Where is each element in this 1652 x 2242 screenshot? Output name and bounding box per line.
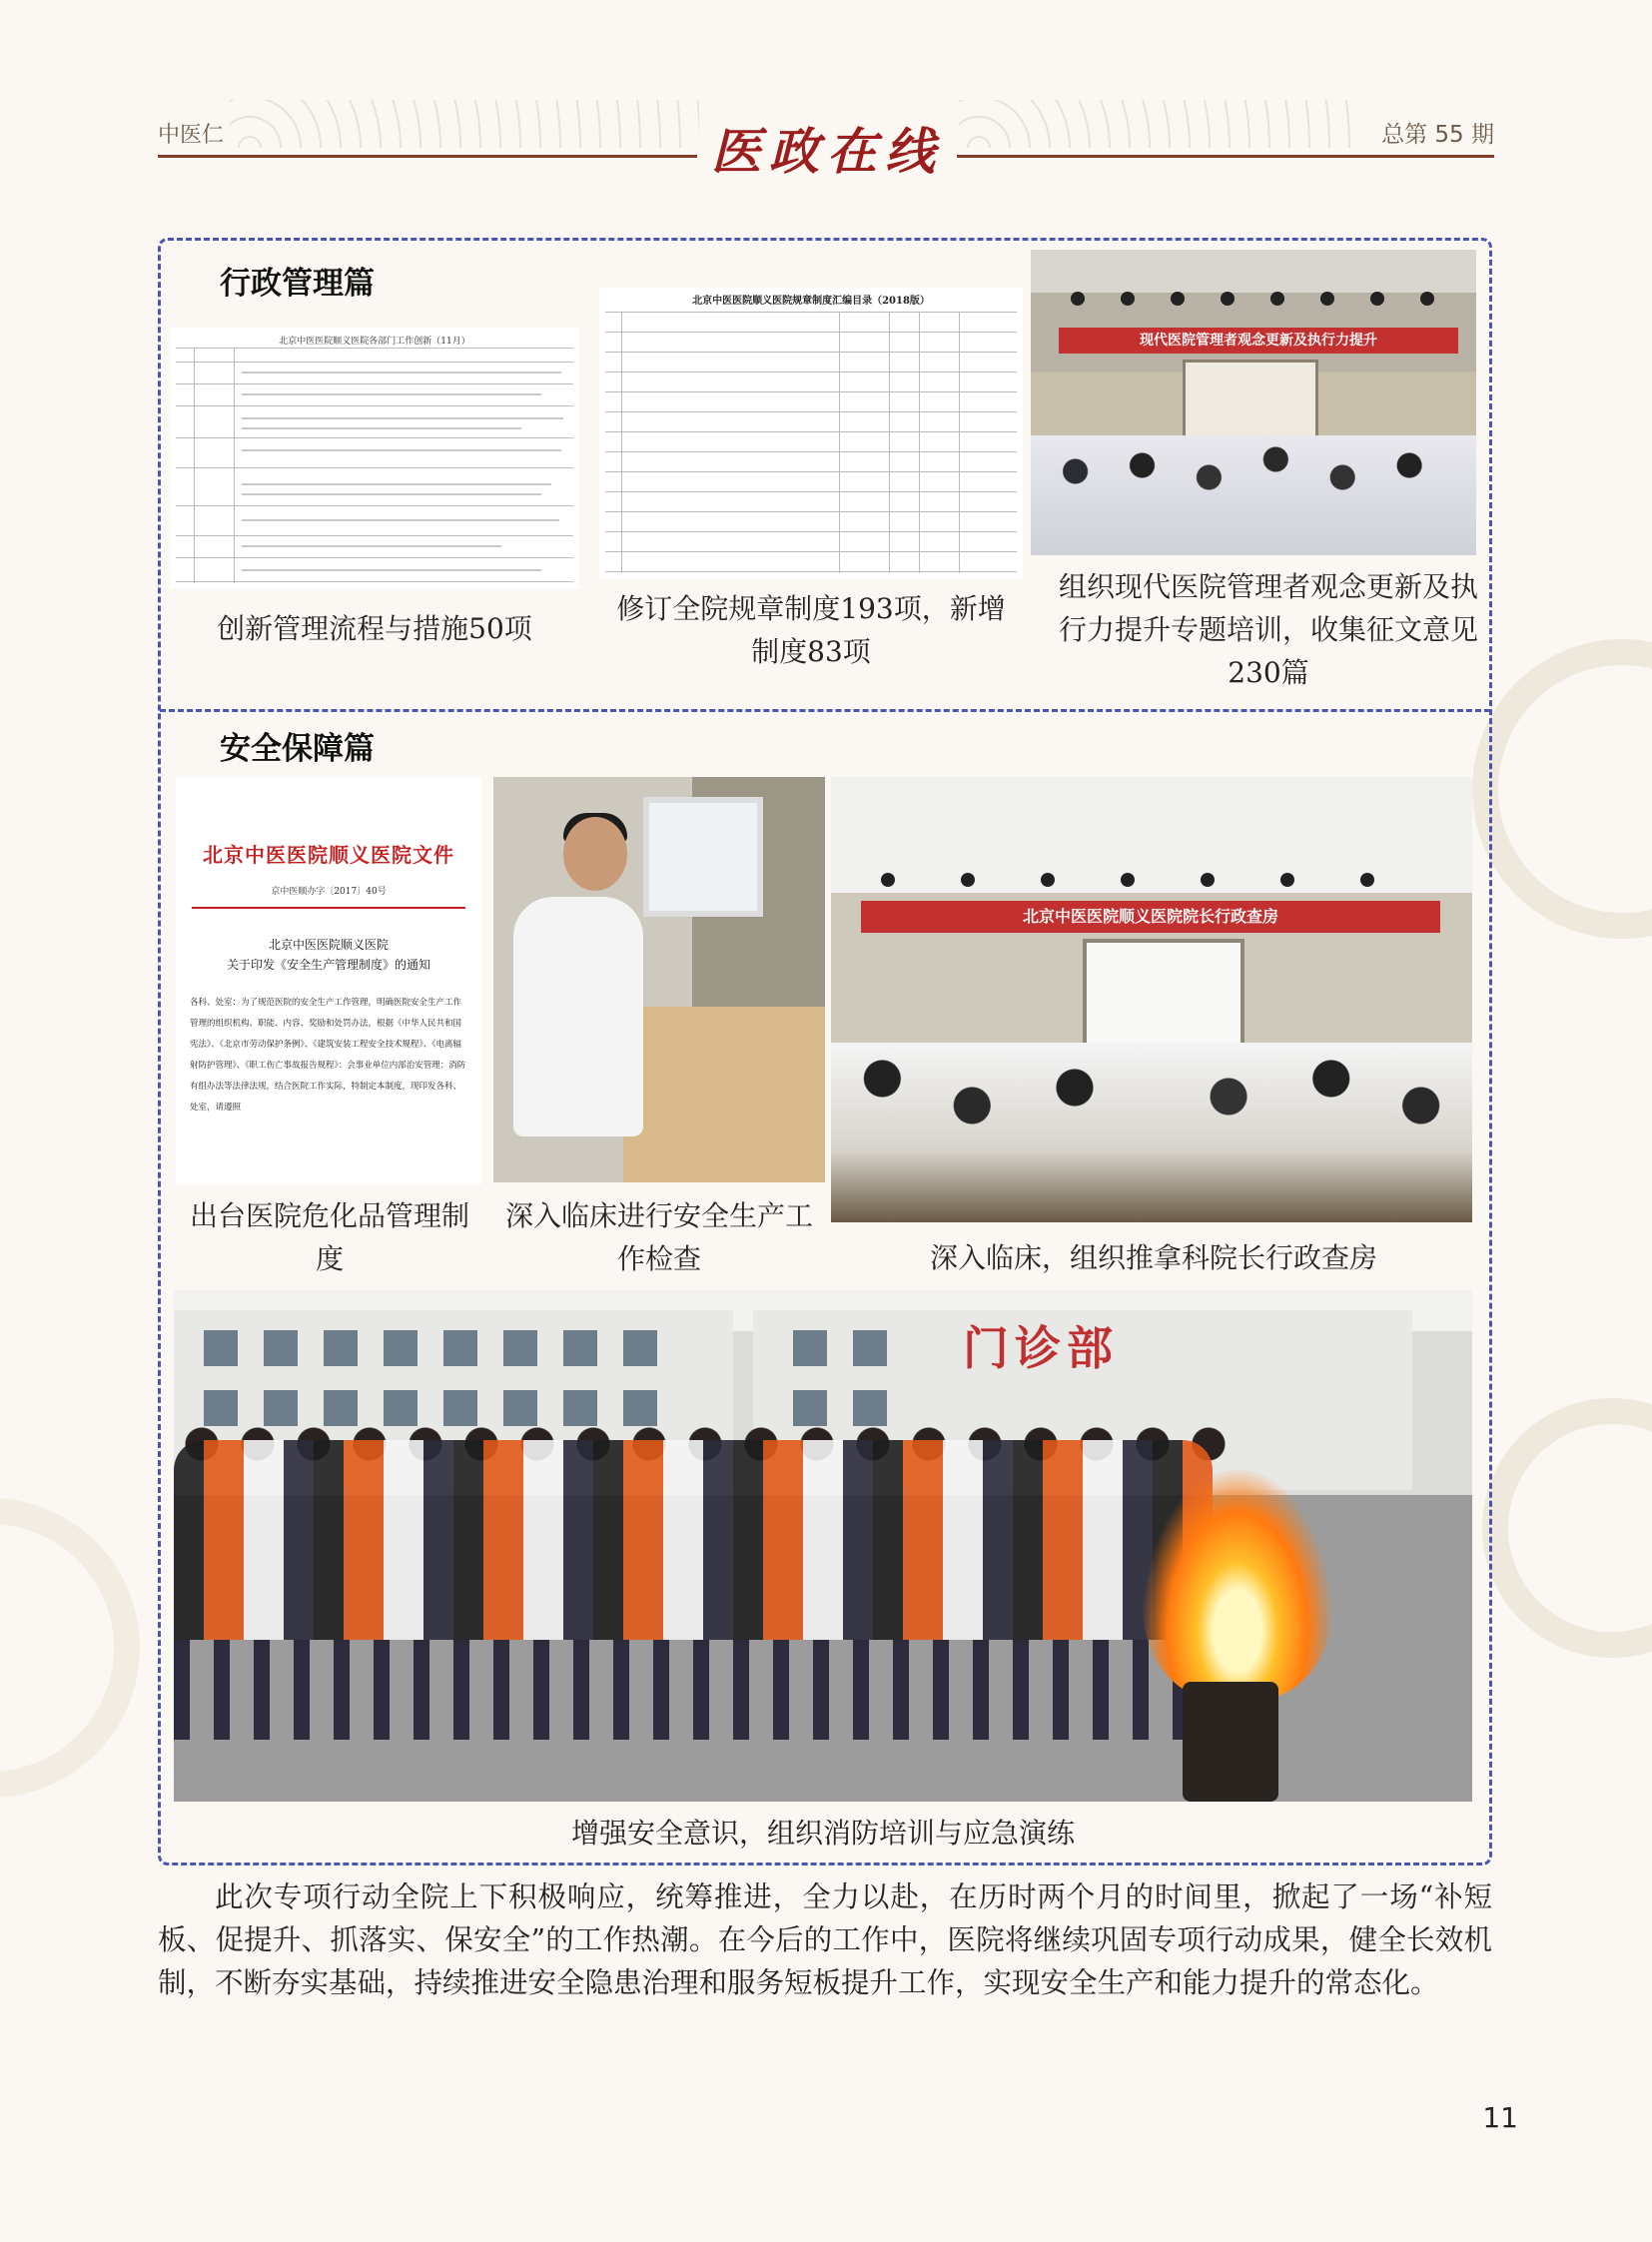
outpatient-sign: 门诊部 — [963, 1321, 1119, 1375]
decorative-swirl — [1472, 639, 1652, 939]
doc-title: 北京中医医院顺义医院规章制度汇编目录（2018版） — [692, 296, 930, 307]
photo-regulation-catalog — [599, 288, 1023, 579]
doc-title: 北京中医医院顺义医院各部门工作创新（11月） — [279, 337, 470, 347]
document-number: 京中医顺办字〔2017〕40号 — [271, 887, 387, 897]
caption-fire-drill: 增强安全意识，组织消防培训与应急演练 — [570, 1817, 1075, 1850]
section-title-admin: 行政管理篇 — [220, 266, 375, 302]
header-pattern — [230, 100, 699, 148]
section-title-safety: 安全保障篇 — [220, 731, 375, 767]
photo-clinical-inspection — [493, 777, 825, 1182]
decorative-swirl — [0, 1498, 140, 1798]
header-magazine-name: 中医仁 — [158, 123, 225, 148]
fire-flame — [1143, 1470, 1332, 1700]
photo-innovation-table — [170, 328, 579, 589]
document-body: 各科、处室：为了规范医院的安全生产工作管理，明确医院安全生产工作管理的组织机构、职能、内容、奖励和处罚办法，根据《中华人民共和国宪法》、《北京市劳动保护条例》、《建筑安装工程安全技术规程》、《电离辐射防护管理》、《职工伤亡事故报告规程》：会事业单位内部治安管理：消防有组办法等法律法规，结合医院工作实际，特制定本制度，现印发各科、处室，请遵照 — [190, 998, 466, 1113]
photo-safety-document — [176, 777, 481, 1184]
burning-barrel — [1183, 1682, 1278, 1802]
caption-training: 组织现代医院管理者观念更新及执行力提升专题培训，收集征文意见230篇 — [1059, 570, 1479, 689]
header-rule — [158, 155, 697, 158]
decorative-swirl — [1482, 1398, 1652, 1658]
issue-number: 总第 55 期 — [1381, 122, 1494, 148]
document-red-title: 北京中医医院顺义医院文件 — [203, 843, 454, 867]
meeting-participants — [831, 1043, 1472, 1222]
caption-regulations: 修订全院规章制度193项，新增制度83项 — [616, 592, 1006, 668]
audience — [1031, 435, 1476, 555]
header-pattern — [959, 100, 1358, 148]
photo-fire-drill — [174, 1290, 1472, 1802]
photo-ward-round-meeting — [831, 777, 1472, 1222]
training-banner: 现代医院管理者观念更新及执行力提升 — [1059, 328, 1458, 354]
projection-screen — [1083, 939, 1244, 1047]
header-rule — [957, 155, 1494, 158]
meeting-banner: 北京中医医院顺义医院院长行政查房 — [861, 901, 1440, 933]
summary-paragraph — [158, 1875, 1492, 2004]
caption-ward-round: 深入临床，组织推拿科院长行政查房 — [929, 1241, 1377, 1274]
page-number: 11 — [1482, 2101, 1518, 2134]
section-divider — [160, 709, 1490, 712]
document-heading-1: 北京中医医院顺义医院 — [268, 938, 389, 952]
column-title: 医政在线 — [711, 122, 943, 181]
caption-innovation: 创新管理流程与措施50项 — [217, 612, 532, 645]
summary-text: 此次专项行动全院上下积极响应，统筹推进，全力以赴，在历时两个月的时间里，掀起了一场“补短板、促提升、抓落实、保安全”的工作热潮。在今后的工作中，医院将继续巩固专项行动成果，健全长效机制，不断夯实基础，持续推进安全隐患治理和服务短板提升工作，实现安全生产和能力提升的常态化。 — [158, 1880, 1492, 1999]
document-heading-2: 关于印发《安全生产管理制度》的通知 — [226, 958, 430, 972]
photo-management-training — [1031, 250, 1476, 555]
caption-hazmat-rules: 出台医院危化品管理制度 — [189, 1199, 469, 1275]
caption-safety-check: 深入临床进行安全生产工作检查 — [504, 1199, 813, 1275]
